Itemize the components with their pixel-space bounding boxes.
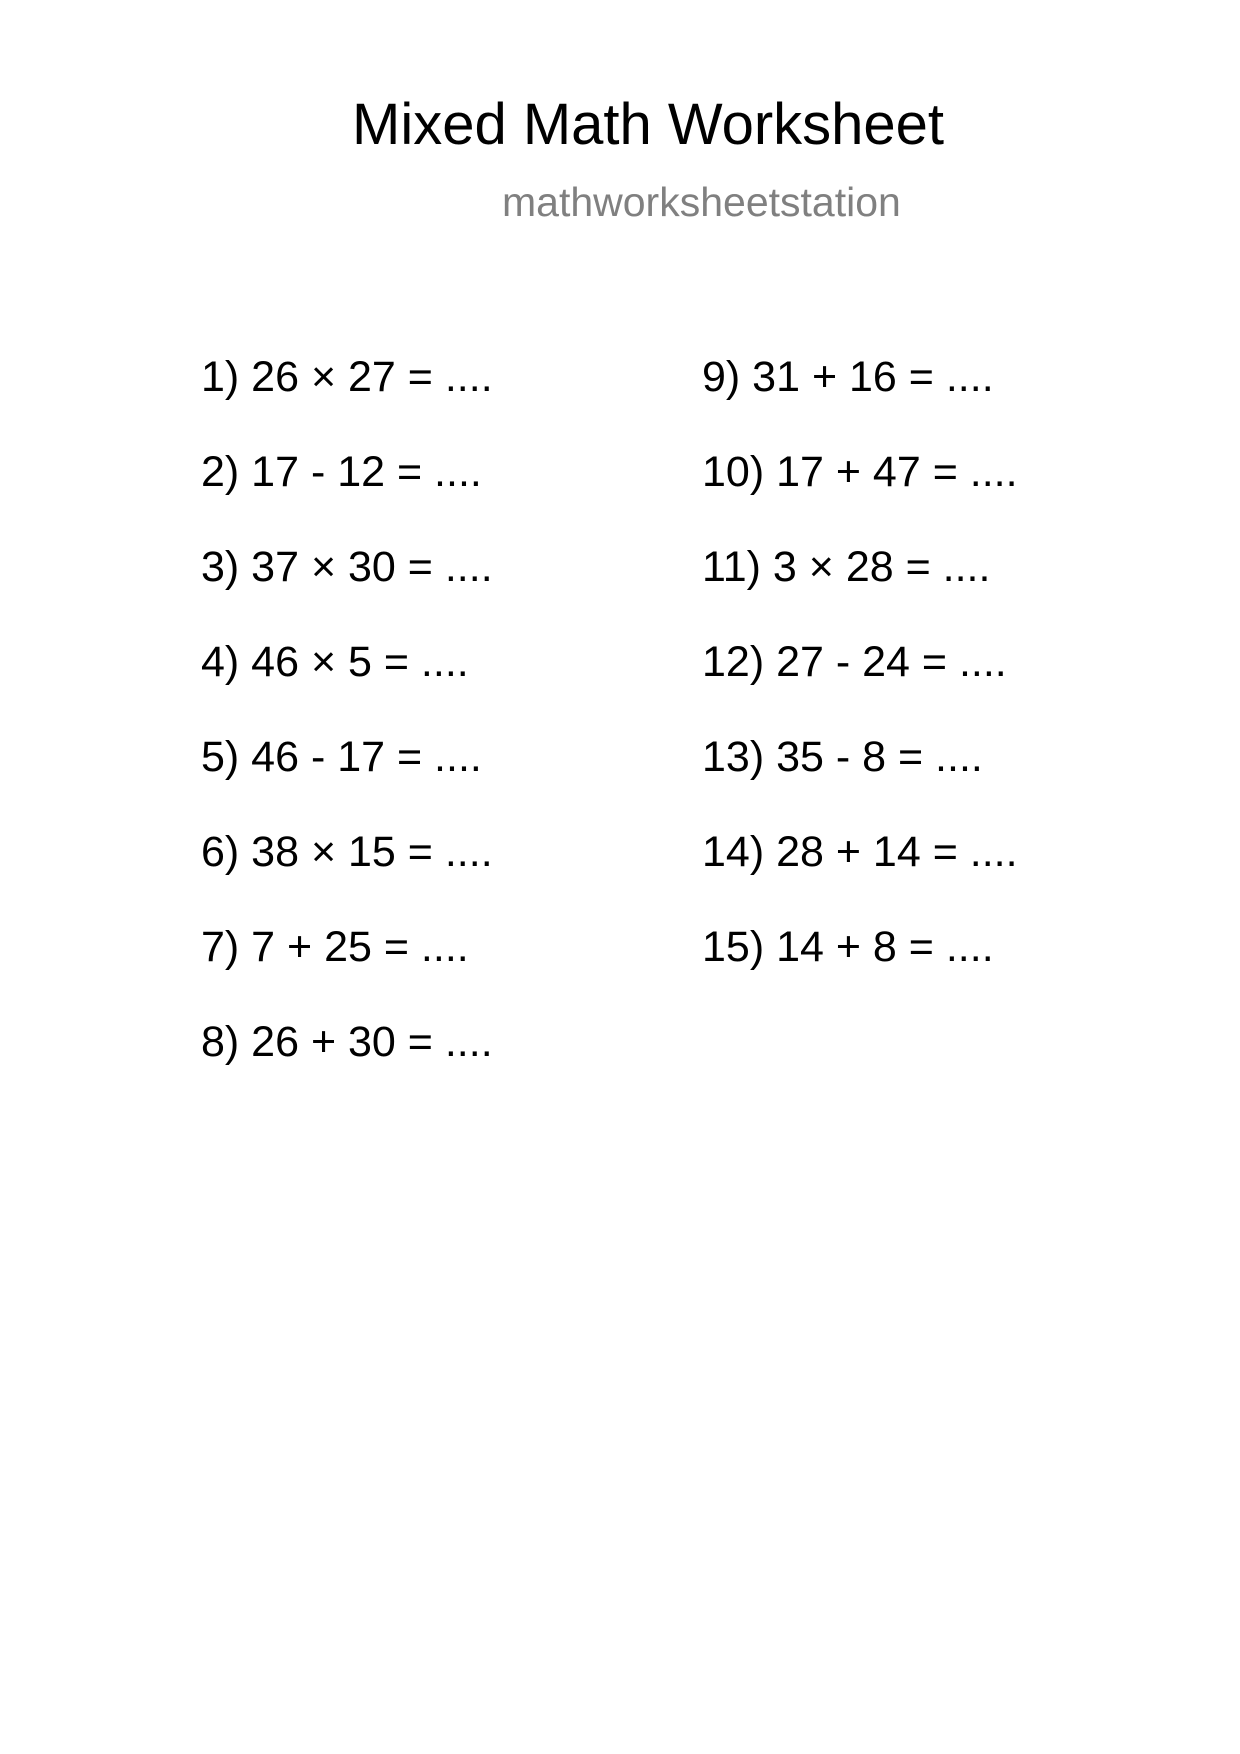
problem-3: 3) 37 × 30 = .... [201, 543, 493, 591]
problem-12: 12) 27 - 24 = .... [702, 638, 1007, 686]
problem-14: 14) 28 + 14 = .... [702, 828, 1018, 876]
problem-4: 4) 46 × 5 = .... [201, 638, 469, 686]
problem-1: 1) 26 × 27 = .... [201, 353, 493, 401]
problem-9: 9) 31 + 16 = .... [702, 353, 994, 401]
problem-8: 8) 26 + 30 = .... [201, 1018, 493, 1066]
worksheet-source: mathworksheetstation [502, 179, 901, 225]
problem-11: 11) 3 × 28 = .... [702, 543, 991, 591]
problem-5: 5) 46 - 17 = .... [201, 733, 482, 781]
problem-7: 7) 7 + 25 = .... [201, 923, 469, 971]
worksheet-title: Mixed Math Worksheet [352, 92, 945, 157]
problem-15: 15) 14 + 8 = .... [702, 923, 994, 971]
problem-2: 2) 17 - 12 = .... [201, 448, 482, 496]
problem-13: 13) 35 - 8 = .... [702, 733, 983, 781]
problem-6: 6) 38 × 15 = .... [201, 828, 493, 876]
problem-10: 10) 17 + 47 = .... [702, 448, 1018, 496]
